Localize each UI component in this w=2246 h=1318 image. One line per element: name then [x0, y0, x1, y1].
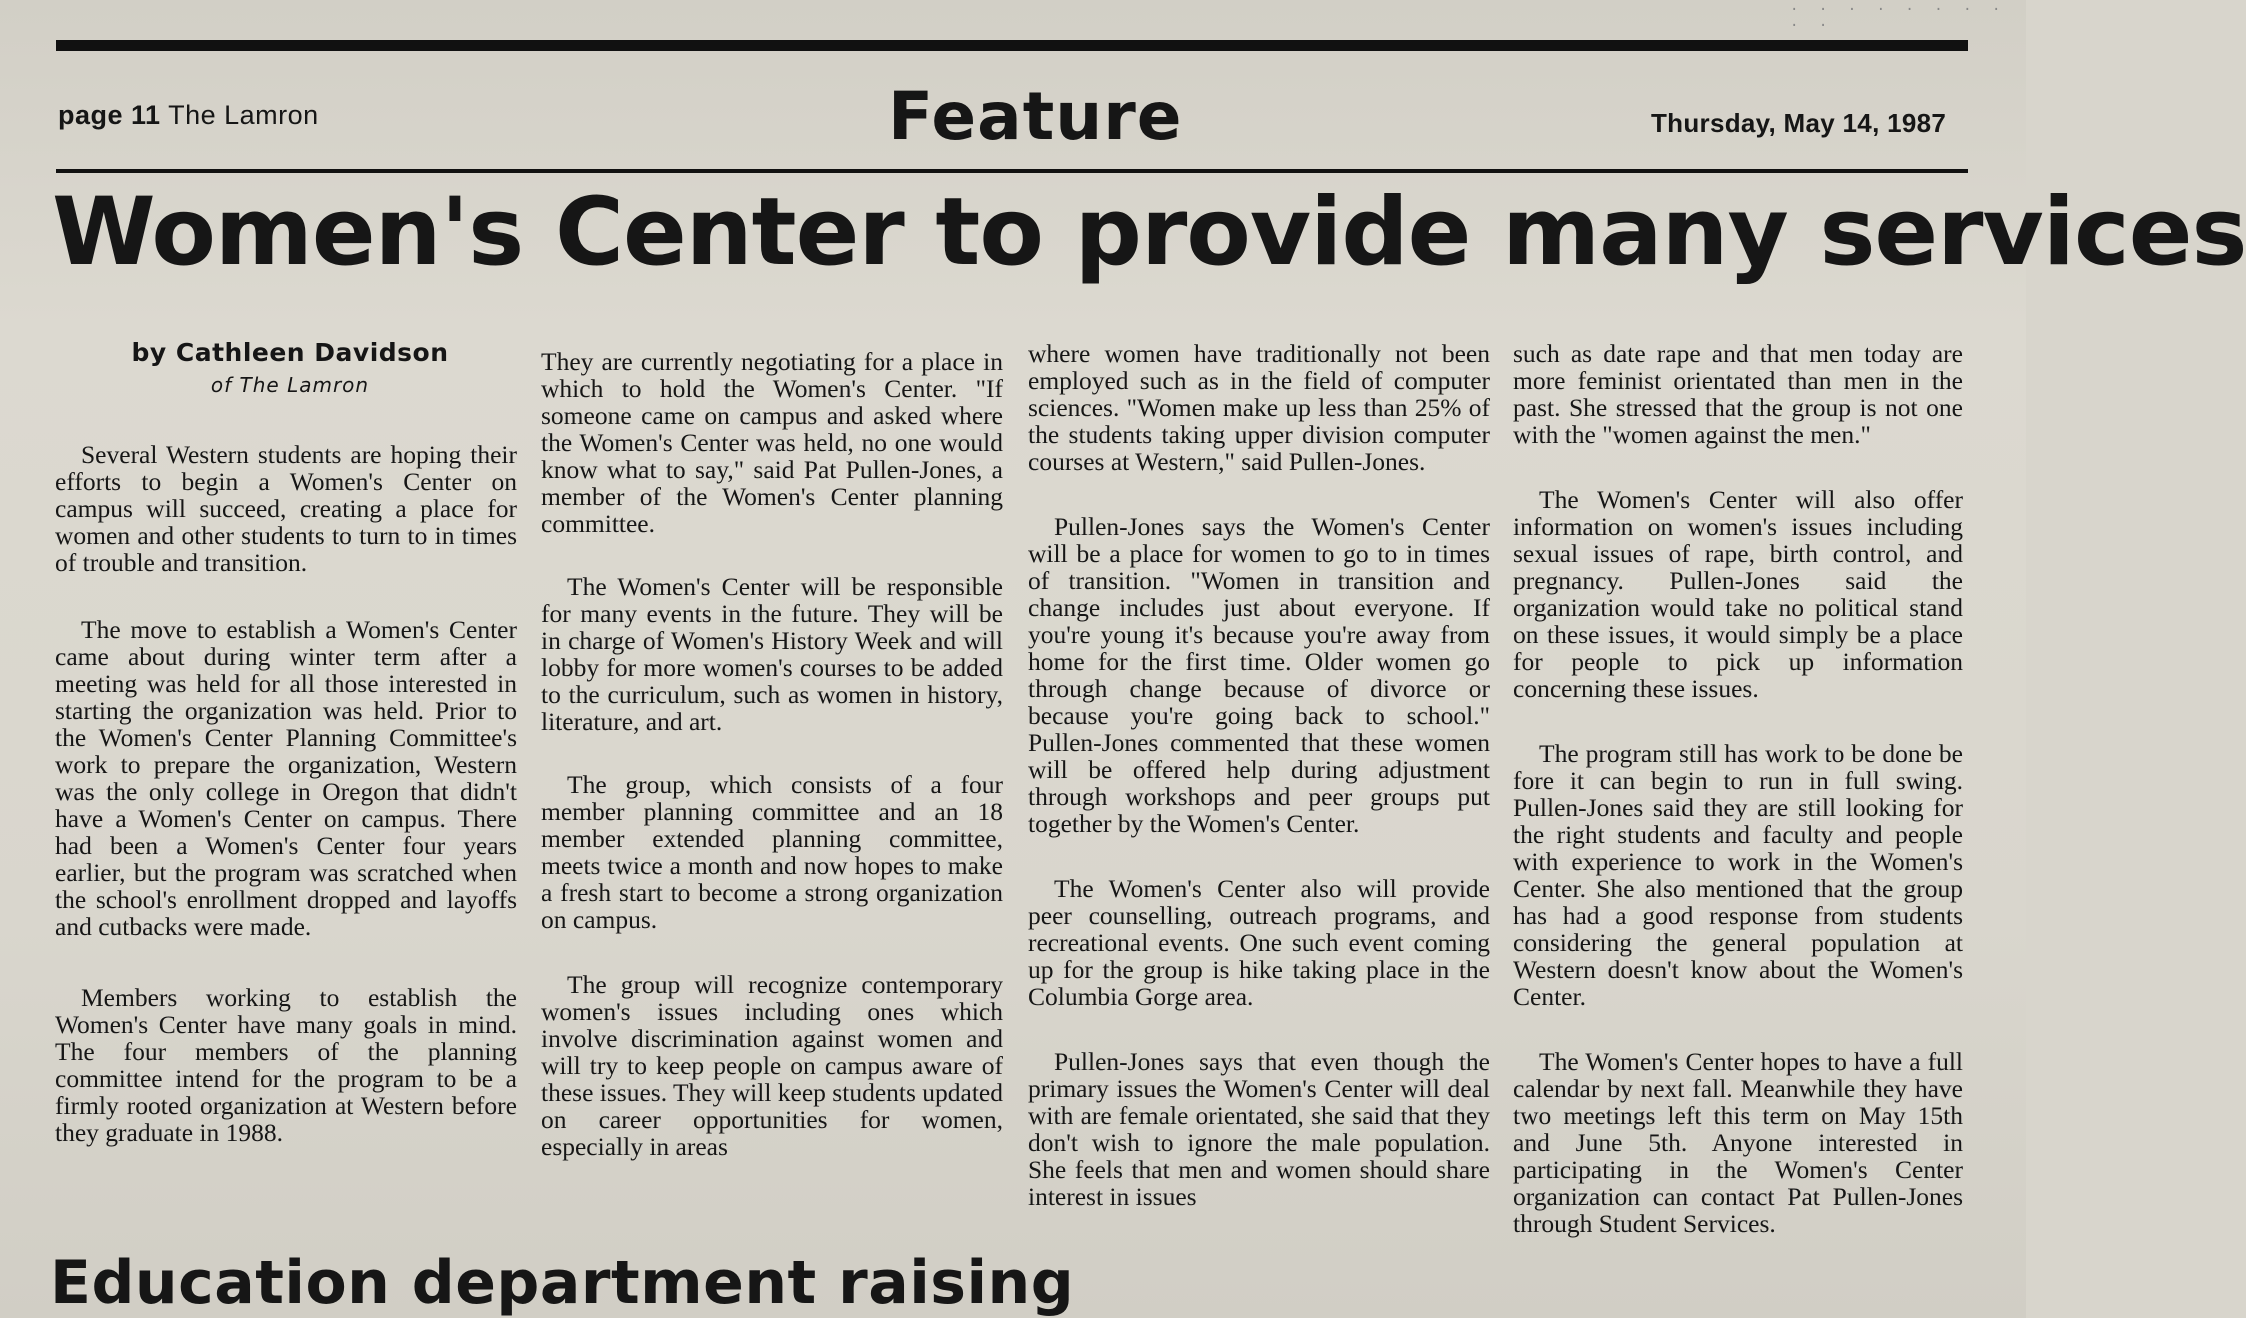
author-affiliation: of The Lamron	[210, 373, 370, 397]
paper-name: The Lamron	[168, 100, 319, 130]
article-column-4	[1513, 340, 1963, 1277]
folio-left	[58, 100, 319, 131]
page-edge-speckle: · · · · · · · · · ·	[1790, 2, 2007, 34]
article-headline: Women's Center to provide many services	[52, 178, 2246, 287]
paragraph: The Women's Center will also offer information on women's issues including sexual issues of rape, birth control, and pregnancy. Pullen-Jones said the organization would take no political stand on these issues, it would simply be a place for people to pick up information concerning these issues.	[1513, 485, 1963, 703]
paragraph: where women have traditionally not been employed such as in the field of computer sciences. "Women make up less than 25% of the students taking upper division computer courses at Western," said Pullen-Jones.	[1028, 339, 1490, 476]
author-name: by Cathleen Davidson	[131, 338, 449, 367]
issue-date: Thursday, May 14, 1987	[1651, 108, 1947, 138]
page-number: page 11	[58, 100, 161, 130]
paragraph: The group will recognize contemporary women's issues including ones which involve discrimination against women and will try to keep people on campus aware of these issues. They will keep students updated on career opportunities for women, especially in areas	[541, 970, 1003, 1161]
paragraph: Pullen-Jones says that even though the primary issues the Women's Center will deal with are female orientated, she said that they don't wish to ignore the male population. She feels that men and women should share interest in issues	[1028, 1047, 1490, 1211]
paragraph: They are currently negotiating for a place in which to hold the Women's Center. "If someone came on campus and asked where the Women's Center was held, no one would know what to say," said Pat Pullen-Jones, a member of the Women's Center planning committee.	[541, 347, 1003, 538]
paragraph: such as date rape and that men today are more feminist orientated than men in the past. She stressed that the group is not one with the "women against the men."	[1513, 339, 1963, 449]
byline	[50, 338, 530, 397]
paragraph: Pullen-Jones says the Women's Center will be a place for women to go to in times of transition. "Women in transition and change includes just about everyone. If you're young it's because you're away from home for the first time. Older women go through change because of divorce or because you're going back to school." Pullen-Jones commented that these women will be offered help during adjustment through workshops and peer groups put together by the Women's Center.	[1028, 512, 1490, 838]
article-column-1	[55, 441, 517, 1186]
article-column-3	[1028, 340, 1490, 1250]
paragraph: Several Western students are hoping their efforts to begin a Women's Center on campus will succeed, creating a place for women and other students to turn to in times of trouble and transition.	[55, 440, 517, 577]
next-article-headline: Education department raising	[50, 1248, 1075, 1318]
top-rule	[56, 40, 1968, 51]
article-column-2	[541, 348, 1003, 1200]
paragraph: The Women's Center will be responsible for many events in the future. They will be in charge of Women's History Week and will lobby for more women's courses to be added to the curriculum, such as women in history, literature, and art.	[541, 572, 1003, 736]
paragraph: The Women's Center hopes to have a full calendar by next fall. Meanwhile they have two meetings left this term on May 15th and June 5th. Anyone interested in participating in the Women's Center organization can contact Pat Pullen-Jones through Student Services.	[1513, 1047, 1963, 1238]
paragraph: The group, which consists of a four member planning committee and an 18 member extended planning committee, meets twice a month and now hopes to make a fresh start to become a strong organization on campus.	[541, 770, 1003, 934]
folio-rule	[56, 169, 1968, 173]
paragraph: The program still has work to be done be fore it can begin to run in full swing. Pullen-Jones said they are still looking for the right students and faculty and people with experience to work in the Women's Center. She also mentioned that the group has had a good response from students considering the general population at Western doesn't know about the Women's Center.	[1513, 739, 1963, 1011]
paragraph: Members working to establish the Women's Center have many goals in mind. The four members of the planning committee intend for the program to be a firmly rooted organization at Western before they graduate in 1988.	[55, 983, 517, 1147]
paragraph: The move to establish a Women's Center came about during winter term after a meeting was held for all those interested in starting the organization was held. Prior to the Women's Center Planning Committee's work to prepare the organization, Western was the only college in Oregon that didn't have a Women's Center on campus. There had been a Women's Center four years earlier, but the program was scratched when the school's enrollment dropped and layoffs and cutbacks were made.	[55, 615, 517, 941]
section-title: Feature	[888, 78, 1183, 155]
paragraph: The Women's Center also will provide peer counselling, outreach programs, and recreational events. One such event coming up for the group is hike taking place in the Columbia Gorge area.	[1028, 874, 1490, 1011]
